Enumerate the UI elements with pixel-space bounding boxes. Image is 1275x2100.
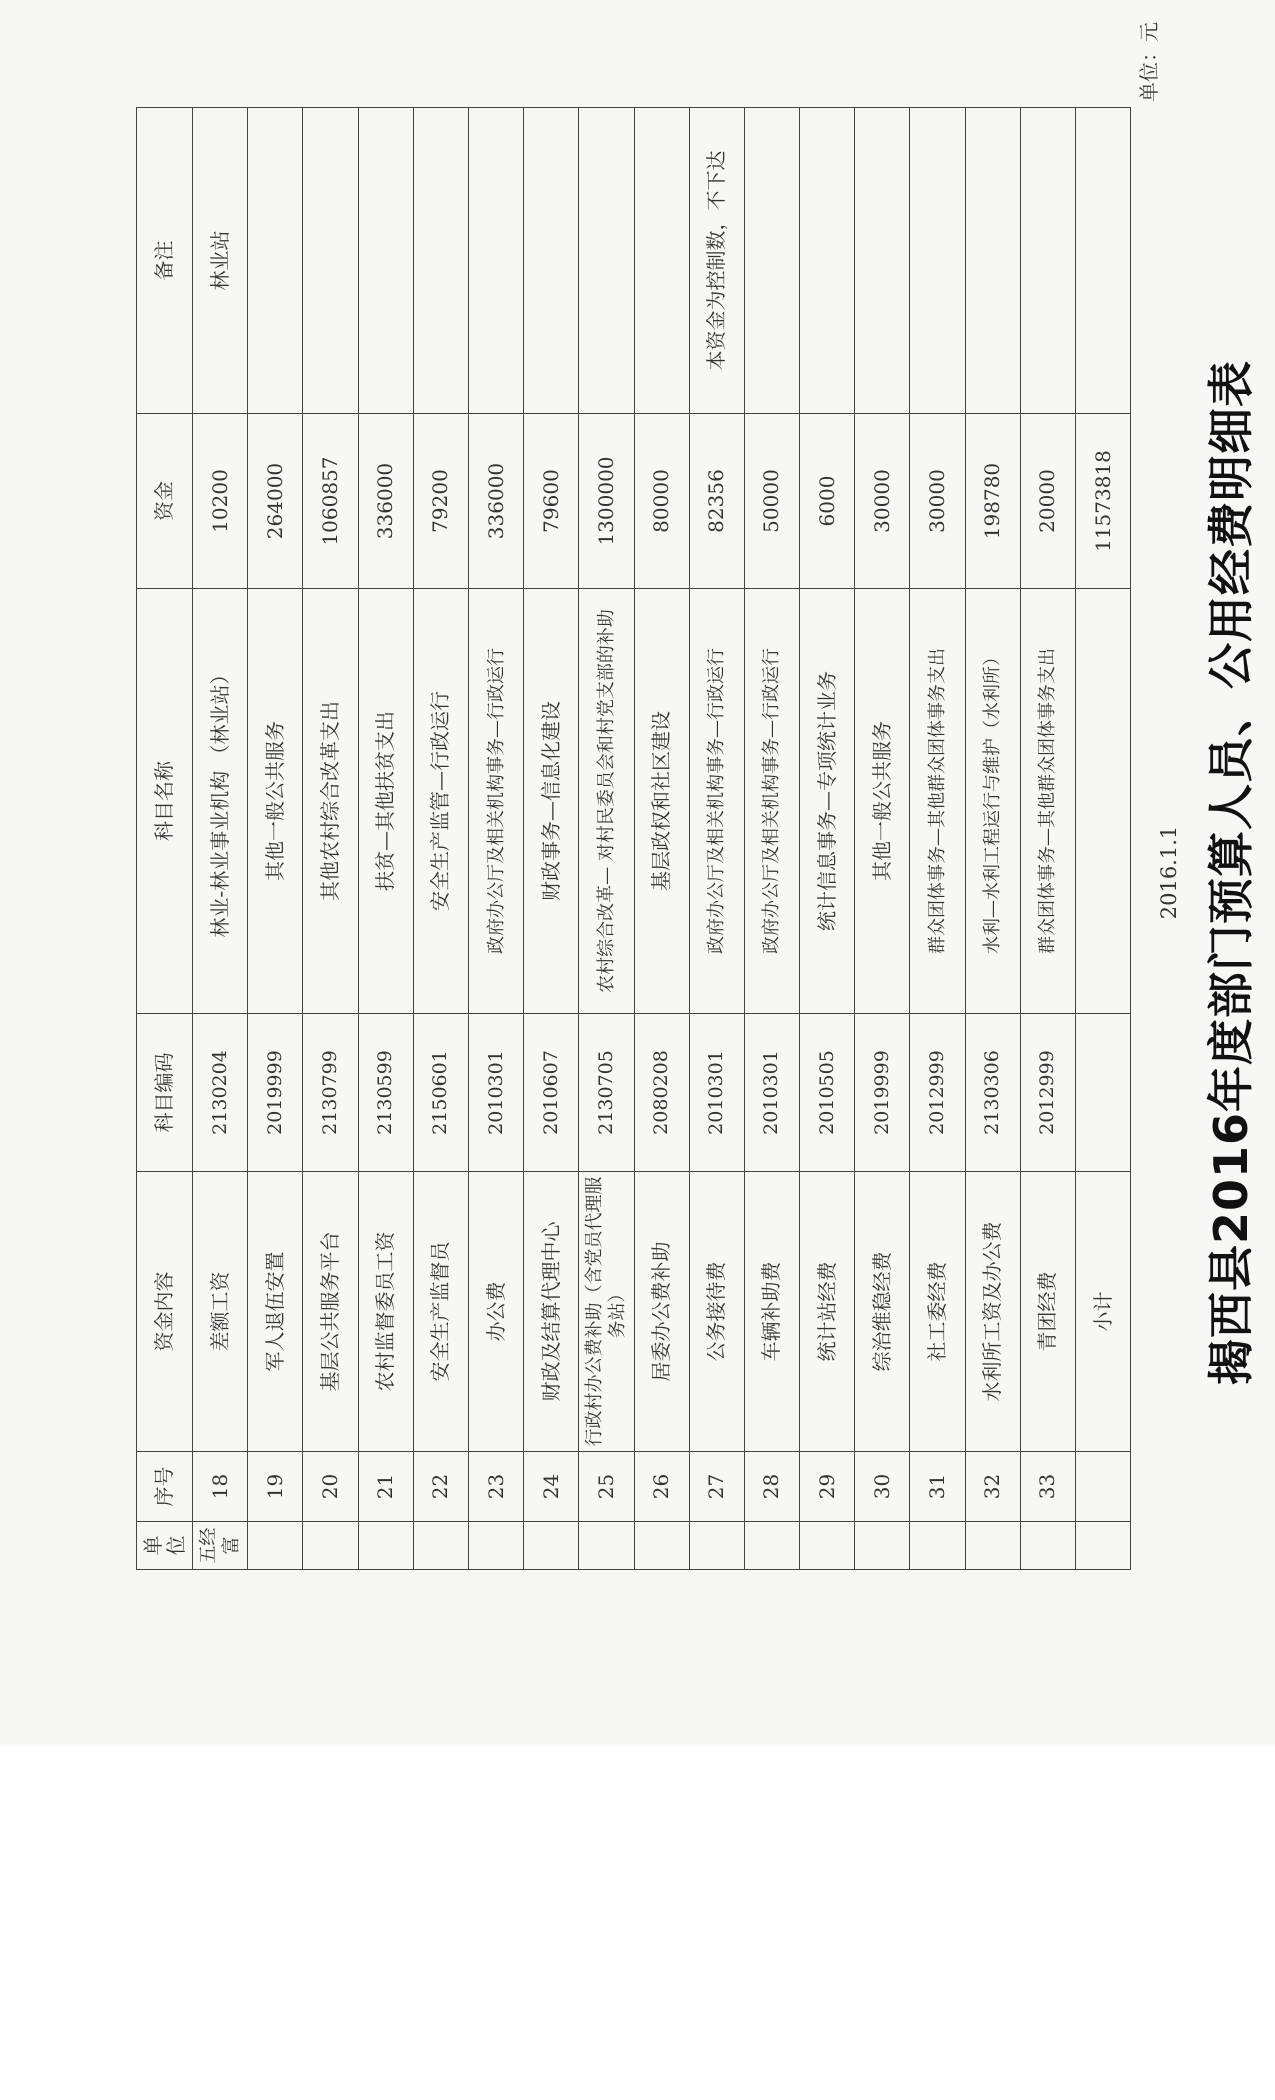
subject-cell: 其他一般公共服务 [855,589,910,1014]
remark-cell [524,108,579,414]
remark-cell [744,108,799,414]
amount-cell: 1060857 [303,414,358,589]
amount-cell: 336000 [358,414,413,589]
code-cell: 2080208 [634,1014,689,1172]
unit-cell: 五经富 [193,1522,248,1570]
table-row [193,108,248,1570]
amount-cell: 79200 [413,414,468,589]
subject-cell: 财政事务—信息化建设 [524,589,579,1014]
content-cell: 安全生产监督员 [413,1172,468,1452]
table-row [855,108,910,1570]
subject-cell: 水利—水利工程运行与维护（水利所） [965,589,1020,1014]
unit-cell [910,1522,965,1570]
table-row [579,108,634,1570]
remark-cell [634,108,689,414]
amount-cell: 6000 [800,414,855,589]
seq-cell: 26 [634,1452,689,1522]
code-cell: 2130705 [579,1014,634,1172]
content-cell: 军人退伍安置 [248,1172,303,1452]
amount-cell: 10200 [193,414,248,589]
unit-cell [689,1522,744,1570]
unit-cell [248,1522,303,1570]
code-cell [1076,1014,1131,1172]
remark-cell [303,108,358,414]
content-cell: 差额工资 [193,1172,248,1452]
unit-cell [1020,1522,1075,1570]
unit-cell [468,1522,523,1570]
remark-cell: 林业站 [193,108,248,414]
amount-cell: 50000 [744,414,799,589]
unit-cell [855,1522,910,1570]
seq-cell: 19 [248,1452,303,1522]
header-remark: 备注 [137,108,193,414]
table-row [689,108,744,1570]
content-cell: 财政及结算代理中心 [524,1172,579,1452]
seq-cell: 22 [413,1452,468,1522]
page-title: 揭西县2016年度部门预算人员、公用经费明细表 [1204,359,1258,1386]
table-row [800,108,855,1570]
code-cell: 2010505 [800,1014,855,1172]
seq-cell: 30 [855,1452,910,1522]
code-cell: 2010301 [689,1014,744,1172]
remark-cell [358,108,413,414]
content-cell: 基层公共服务平台 [303,1172,358,1452]
subject-cell [1076,589,1131,1014]
amount-cell: 79600 [524,414,579,589]
content-cell: 农村监督委员工资 [358,1172,413,1452]
table-row [634,108,689,1570]
table-row [303,108,358,1570]
code-cell: 2019999 [855,1014,910,1172]
amount-cell: 20000 [1020,414,1075,589]
header-content: 资金内容 [137,1172,193,1452]
remark-cell [800,108,855,414]
remark-cell [413,108,468,414]
seq-cell: 31 [910,1452,965,1522]
unit-cell [1076,1522,1131,1570]
seq-cell: 20 [303,1452,358,1522]
subject-cell: 基层政权和社区建设 [634,589,689,1014]
unit-cell [634,1522,689,1570]
content-cell: 综治维稳经费 [855,1172,910,1452]
subject-cell: 群众团体事务—其他群众团体事务支出 [1020,589,1075,1014]
unit-cell [413,1522,468,1570]
code-cell: 2010301 [744,1014,799,1172]
amount-cell: 82356 [689,414,744,589]
subject-cell: 安全生产监管—行政运行 [413,589,468,1014]
unit-cell [524,1522,579,1570]
subtotal-label: 小计 [1076,1172,1131,1452]
header-amount: 资金 [137,414,193,589]
content-cell: 统计站经费 [800,1172,855,1452]
code-cell: 2012999 [1020,1014,1075,1172]
content-cell: 水利所工资及办公费 [965,1172,1020,1452]
content-cell: 办公费 [468,1172,523,1452]
remark-cell: 本资金为控制数，不下达 [689,108,744,414]
seq-cell: 33 [1020,1452,1075,1522]
seq-cell: 23 [468,1452,523,1522]
header-unit: 单位 [137,1522,193,1570]
unit-cell [744,1522,799,1570]
unit-cell [303,1522,358,1570]
amount-cell: 30000 [910,414,965,589]
code-cell: 2010607 [524,1014,579,1172]
seq-cell [1076,1452,1131,1522]
code-cell: 2019999 [248,1014,303,1172]
remark-cell [910,108,965,414]
remark-cell [965,108,1020,414]
subject-cell: 政府办公厅及相关机构事务—行政运行 [744,589,799,1014]
header-subject: 科目名称 [137,589,193,1014]
unit-cell [358,1522,413,1570]
remark-cell [855,108,910,414]
currency-unit: 单位：元 [1137,22,1161,102]
subject-cell: 政府办公厅及相关机构事务—行政运行 [468,589,523,1014]
code-cell: 2150601 [413,1014,468,1172]
seq-cell: 21 [358,1452,413,1522]
amount-cell: 264000 [248,414,303,589]
code-cell: 2130204 [193,1014,248,1172]
unit-cell [579,1522,634,1570]
subject-cell: 统计信息事务—专项统计业务 [800,589,855,1014]
code-cell: 2130599 [358,1014,413,1172]
header-code: 科目编码 [137,1014,193,1172]
budget-table [136,107,1131,1570]
seq-cell: 25 [579,1452,634,1522]
remark-cell [248,108,303,414]
table-row [524,108,579,1570]
unit-cell [800,1522,855,1570]
table-row [965,108,1020,1570]
remark-cell [579,108,634,414]
content-cell: 公务接待费 [689,1172,744,1452]
subject-cell: 群众团体事务—其他群众团体事务支出 [910,589,965,1014]
content-cell: 社工委经费 [910,1172,965,1452]
seq-cell: 28 [744,1452,799,1522]
content-cell: 车辆补助费 [744,1172,799,1452]
subject-cell: 林业-林业事业机构 （林业站） [193,589,248,1014]
code-cell: 2012999 [910,1014,965,1172]
table-header-row [137,108,193,1570]
amount-cell: 30000 [855,414,910,589]
amount-cell: 198780 [965,414,1020,589]
code-cell: 2130306 [965,1014,1020,1172]
subtotal-amount: 11573818 [1076,414,1131,589]
seq-cell: 18 [193,1452,248,1522]
content-cell: 行政村办公费补助（含党员代理服务站） [579,1172,634,1452]
seq-cell: 32 [965,1452,1020,1522]
subject-cell: 扶贫—其他扶贫支出 [358,589,413,1014]
amount-cell: 1300000 [579,414,634,589]
remark-cell [1020,108,1075,414]
header-seq: 序号 [137,1452,193,1522]
content-cell: 青团经费 [1020,1172,1075,1452]
amount-cell: 336000 [468,414,523,589]
seq-cell: 29 [800,1452,855,1522]
code-cell: 2130799 [303,1014,358,1172]
content-cell: 居委办公费补助 [634,1172,689,1452]
table-row [910,108,965,1570]
seq-cell: 27 [689,1452,744,1522]
subject-cell: 其他一般公共服务 [248,589,303,1014]
subject-cell: 其他农村综合改革支出 [303,589,358,1014]
table-row [468,108,523,1570]
code-cell: 2010301 [468,1014,523,1172]
remark-cell [1076,108,1131,414]
table-row [358,108,413,1570]
unit-cell [965,1522,1020,1570]
table-row [744,108,799,1570]
table-row [413,108,468,1570]
document-date: 2016.1.1 [1157,825,1181,920]
amount-cell: 80000 [634,414,689,589]
subject-cell: 农村综合改革— 对村民委员会和村党支部的补助 [579,589,634,1014]
subtotal-row [1076,108,1131,1570]
table-row [1020,108,1075,1570]
table-row [248,108,303,1570]
seq-cell: 24 [524,1452,579,1522]
subject-cell: 政府办公厅及相关机构事务—行政运行 [689,589,744,1014]
remark-cell [468,108,523,414]
